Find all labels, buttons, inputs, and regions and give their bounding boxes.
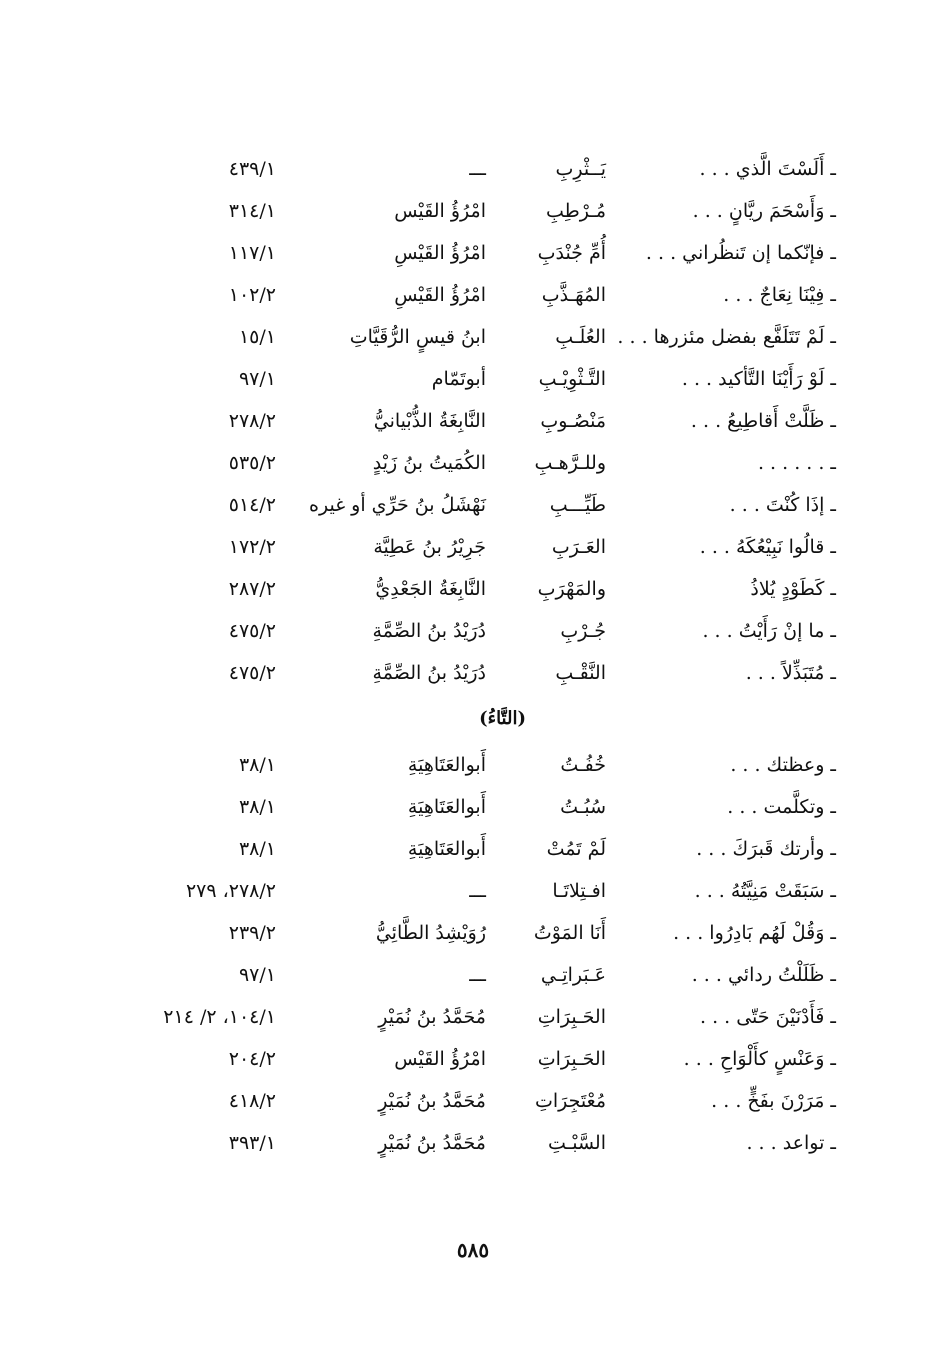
page-reference: ٣٩٣/١ (228, 1132, 276, 1154)
index-row (116, 232, 836, 274)
index-row (116, 400, 836, 442)
verse-opening: ـ لَمْ تَتَلَفَّع بفضل مئزرها . . . (617, 326, 836, 348)
index-row (116, 610, 836, 652)
section-heading-text: (التَّاءُ) (479, 708, 526, 729)
page-reference: ١٠٢/٢ (228, 284, 276, 306)
poet-name: امْرُؤُ القَيْسِ (394, 242, 486, 264)
rhyme-word: العَـرَبِ (551, 536, 606, 558)
verse-opening: ـ مَرَرْنَ بفَخٍّ . . . (711, 1090, 836, 1112)
page-reference: ٥٣٥/٢ (228, 452, 276, 474)
rhyme-word: سُبُـتُ (560, 796, 606, 818)
poet-name: ابنُ قيسٍ الرُّقَيَّاتِ (349, 326, 486, 348)
rhyme-word: وللـرَّهـبِ (534, 452, 606, 474)
rhyme-word: طَيِّـــبِ (549, 494, 606, 516)
poet-name: امْرُؤُ القَيْس (394, 1048, 486, 1070)
index-row (116, 954, 836, 996)
index-row (116, 652, 836, 694)
rhyme-word: افـتِلاتَـا (552, 880, 606, 902)
verse-opening: ـ سَبَقَتْ مَنِيَّتُهُ . . . (694, 880, 836, 902)
rhyme-word: أُمِّ جُنْدَبِ (537, 242, 606, 264)
page-reference: ٤٧٥/٢ (228, 620, 276, 642)
verse-opening: ـ وَعَنْسٍ كأَلْوَاحِ . . . (683, 1048, 836, 1070)
page-reference: ٢٣٩/٢ (228, 922, 276, 944)
rhyme-word: لَمْ تَمُتْ (546, 838, 606, 860)
index-row (116, 148, 836, 190)
index-row (116, 912, 836, 954)
poet-name: ـــ (469, 880, 486, 902)
rhyme-word: العُلَـبِ (555, 326, 606, 348)
poet-name: نَهْشَلُ بنُ حَرِّي أو غيره (309, 494, 486, 516)
verse-opening: ـ وتكلَّمت . . . (727, 796, 836, 818)
page-reference: ٩٧/١ (238, 964, 276, 986)
poet-name: الكُمَيتُ بنُ زَيْدٍ (372, 452, 486, 474)
rhyme-word: الحَـبِرَاتِ (537, 1048, 606, 1070)
rhyme-word: مُعْتَجِرَاتِ (535, 1090, 606, 1112)
rhyme-word: والمَهْرَبِ (537, 578, 606, 600)
poet-name: النَّابِغَةُ الذُّبْيانيُّ (373, 410, 486, 432)
verse-opening: ـ قالُوا نَبِيْعُكَهُ . . . (699, 536, 836, 558)
page-reference: ١٠٤/١، ٢/ ٢١٤ (163, 1006, 276, 1028)
rhyme-word: جُـرْبِ (560, 620, 606, 642)
rhyme-word: خُفُـتُ (560, 754, 606, 776)
rhyme-word: السَّبْـتِ (548, 1132, 606, 1154)
verse-opening: ـ فإنّكما إن تَنظُراني . . . (645, 242, 836, 264)
poet-name: مُحَمَّدُ بنُ نُمَيْرٍ (378, 1132, 486, 1154)
index-row (116, 274, 836, 316)
poet-name: دُرَيْدُ بنُ الصِّمَّةِ (372, 620, 486, 642)
verse-opening: ـ تواعد . . . (746, 1132, 836, 1154)
poet-name: أَبوالعَتَاهِيَةِ (407, 796, 486, 818)
page-reference: ١٧٢/٢ (228, 536, 276, 558)
rhyme-word: أَنَا المَوْتُ (533, 922, 606, 944)
page-reference: ٤١٨/٢ (228, 1090, 276, 1112)
page-reference: ٢٧٨/٢، ٢٧٩ (185, 880, 276, 902)
verse-opening: ـ وَأَسْحَمَ ريَّانٍ . . . (692, 200, 836, 222)
poet-name: دُرَيْدُ بنُ الصِّمَّةِ (372, 662, 486, 684)
section-heading (116, 694, 836, 744)
rhyme-word: النَّقْـبِ (555, 662, 606, 684)
poet-name: امْرُؤُ القَيْسِ (394, 284, 486, 306)
poet-name: مُحَمَّدُ بنُ نُمَيْرٍ (378, 1090, 486, 1112)
page-reference: ٣١٤/١ (228, 200, 276, 222)
poet-name: رُوَيْشِدُ الطَّائِيُّ (375, 922, 486, 944)
rhyme-word: الحَـبِرَاتِ (537, 1006, 606, 1028)
index-row (116, 1122, 836, 1164)
poet-name: مُحَمَّدُ بنُ نُمَيْرٍ (378, 1006, 486, 1028)
verse-opening: ـ ما إنْ رَأَيْتُ . . . (702, 620, 836, 642)
index-row (116, 316, 836, 358)
verse-opening: ـ ظَلَّتْ أَقاطِيعُ . . . (690, 410, 836, 432)
verse-opening: ـ لَوْ رَأَيْنَا التَّأكيد . . . (681, 368, 836, 390)
verse-opening: ـ إذَا كُنْتَ . . . (729, 494, 836, 516)
verse-opening: ـ وأرتك قَبرَكَ . . . (696, 838, 836, 860)
page-reference: ٢٨٧/٢ (228, 578, 276, 600)
page-reference: ٩٧/١ (238, 368, 276, 390)
poet-name: امْرُؤُ القَيْس (394, 200, 486, 222)
index-row (116, 484, 836, 526)
page-reference: ٤٣٩/١ (228, 158, 276, 180)
index-row (116, 190, 836, 232)
page-reference: ١٥/١ (238, 326, 276, 348)
verse-opening: ـ ظَلَلْتُ ردائي . . . (691, 964, 836, 986)
rhyme-word: مُـرْطِبِ (545, 200, 606, 222)
page-reference: ٣٨/١ (238, 754, 276, 776)
poet-name: ـــ (469, 964, 486, 986)
page-reference: ٣٨/١ (238, 796, 276, 818)
index-row (116, 996, 836, 1038)
verse-opening: ـ وعظتك . . . (730, 754, 836, 776)
poet-name: النَّابِغَةُ الجَعْدِيُّ (375, 578, 486, 600)
verse-opening: ـ كَطَوْدٍ يُلاذُ (750, 578, 836, 600)
page-reference: ٥١٤/٢ (228, 494, 276, 516)
rhyme-word: يَــثْرِبِ (555, 158, 606, 180)
verse-index-table (116, 148, 836, 1164)
index-row (116, 358, 836, 400)
index-row (116, 442, 836, 484)
index-row (116, 870, 836, 912)
index-row (116, 786, 836, 828)
verse-opening: ـ . . . . . . (757, 452, 836, 474)
index-row (116, 526, 836, 568)
verse-opening: ـ مُتَبَذِّلاً . . . (745, 662, 836, 684)
index-row (116, 1080, 836, 1122)
page-reference: ٢٠٤/٢ (228, 1048, 276, 1070)
poet-name: أَبوالعَتَاهِيَةِ (407, 754, 486, 776)
poet-name: أَبوالعَتَاهِيَةِ (407, 838, 486, 860)
page-reference: ٣٨/١ (238, 838, 276, 860)
verse-opening: ـ أَلَسْتَ الَّذي . . . (699, 158, 836, 180)
rhyme-word: المُهَـذَّبِ (541, 284, 606, 306)
rhyme-word: مَنْصُـوبِ (540, 410, 606, 432)
index-row (116, 828, 836, 870)
index-row (116, 744, 836, 786)
index-row (116, 568, 836, 610)
page-reference: ١١٧/١ (228, 242, 276, 264)
rhyme-word: عَـبَراتِـي (540, 964, 606, 986)
page-number: ٥٨٥ (456, 1238, 490, 1262)
poet-name: ـــ (469, 158, 486, 180)
rhyme-word: التَّـثْوِيْـبِ (538, 368, 606, 390)
poet-name: جَرِيْرُ بنُ عَطِيَّة (373, 536, 486, 558)
verse-opening: ـ فِيْنَا نِعَاجٌ . . . (723, 284, 836, 306)
page-reference: ٤٧٥/٢ (228, 662, 276, 684)
poet-name: أبوتَمّام (431, 368, 486, 390)
page-reference: ٢٧٨/٢ (228, 410, 276, 432)
verse-opening: ـ وَقُلْ لَهُم بَادِرُوا . . . (673, 922, 836, 944)
index-row (116, 1038, 836, 1080)
verse-opening: ـ فَأَدْنَيْنَ حَتّى . . . (699, 1006, 836, 1028)
